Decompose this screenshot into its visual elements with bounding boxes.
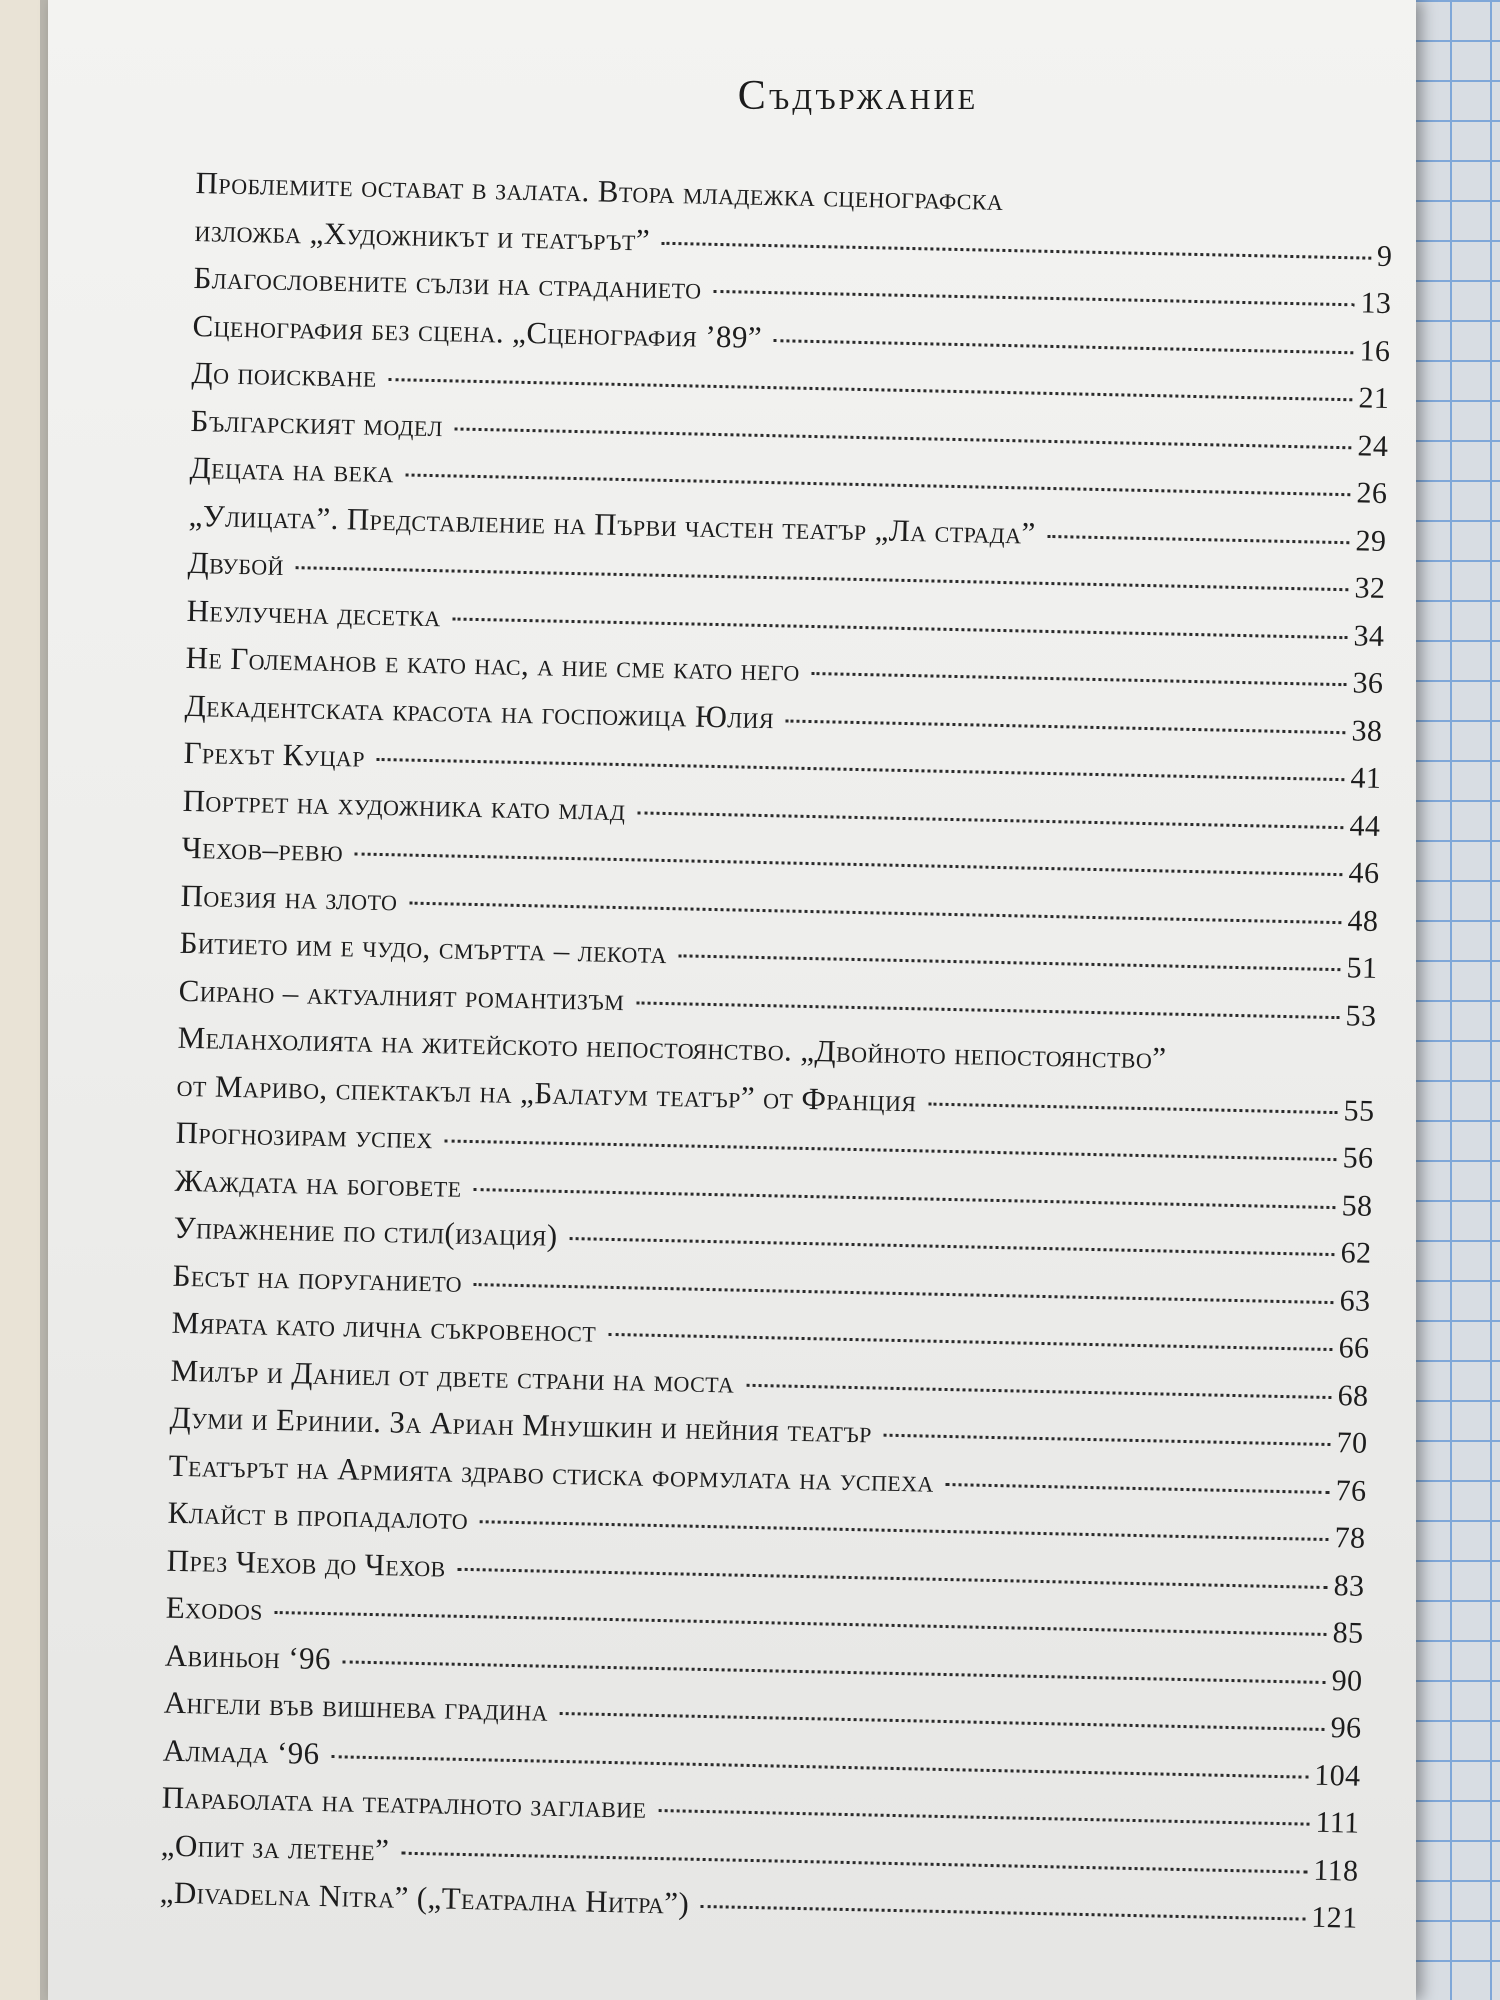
toc-entry-title: До поискване (191, 354, 378, 394)
toc-page-number: 29 (1355, 523, 1387, 558)
dot-leader (812, 672, 1347, 686)
toc-page-number: 26 (1356, 476, 1388, 511)
dot-leader (884, 1434, 1331, 1446)
toc-entry-title: Проблемите остават в залата. Втора младежка сценографска (195, 165, 1004, 217)
dot-leader (389, 378, 1353, 401)
toc-page-number: 83 (1333, 1568, 1365, 1603)
grid-paper-sheet (1410, 0, 1500, 2000)
toc-entry-title: Меланхолията на житейското непостоянство. „Двойното непостоянство” (177, 1019, 1167, 1076)
toc-entry-title: изложба „Художникът и театърът” (194, 212, 651, 258)
toc-entry-title: Сценография без сцена. „Сценография ’89” (192, 307, 763, 355)
toc-entry-title: Благословените сълзи на страданието (193, 259, 702, 306)
toc-entry-title: „Опит за летене” (160, 1827, 390, 1867)
toc-page-number: 121 (1310, 1900, 1358, 1935)
toc-entry-title: През Чехов до Чехов (166, 1542, 447, 1584)
toc-page-number: 118 (1313, 1853, 1359, 1888)
dot-leader (343, 1660, 1326, 1684)
toc-page-number: 41 (1350, 761, 1382, 795)
toc-page-number: 104 (1313, 1758, 1361, 1793)
toc-entry-title: Думи и Еринии. За Ариан Мнушкин и нейния театър (169, 1399, 873, 1450)
toc-entry-title: Децата на века (189, 449, 395, 490)
toc-entry-title: Грехът Куцар (183, 734, 366, 774)
toc-entry-title: „Улицата”. Представление на Първи частен театър „Ла страда” (188, 497, 1036, 551)
dot-leader (474, 1283, 1334, 1304)
toc-entry-title: Прогнозирам успех (175, 1114, 434, 1156)
toc-page-number: 16 (1359, 333, 1391, 368)
toc-page-number: 55 (1343, 1093, 1375, 1128)
dot-leader (786, 719, 1346, 734)
toc-entry-title: Бесът на поруганието (172, 1257, 463, 1299)
dot-leader (473, 1188, 1335, 1209)
dot-leader (401, 1851, 1307, 1873)
toc-entry-title: Не Големанов е като нас, а ние сме като него (185, 639, 801, 688)
dot-leader (636, 1001, 1339, 1019)
toc-page-number: 68 (1337, 1378, 1369, 1413)
toc-page-number: 62 (1340, 1236, 1372, 1270)
toc-page-number: 111 (1315, 1805, 1360, 1840)
toc-page-number: 51 (1346, 951, 1378, 985)
dot-leader (453, 617, 1348, 639)
dot-leader (569, 1237, 1334, 1256)
toc-entry-title: Декадентската красота на госпожица Юлия (184, 687, 775, 735)
toc-page-number: 46 (1348, 856, 1380, 890)
dot-leader (713, 290, 1354, 306)
toc-entry-title: Поезия на злото (180, 877, 398, 917)
toc-entry-title: Двубой (187, 544, 285, 582)
toc-entry-title: Мярата като лична съкровеност (171, 1304, 597, 1349)
toc-entry-title: Театърът на Армията здраво стиска формулата на успеха (168, 1447, 935, 1499)
toc-entry-title: Авиньон ‘96 (164, 1637, 332, 1676)
dot-leader (377, 758, 1345, 781)
toc-entry-title: Милър и Даниел от двете страни на моста (170, 1352, 735, 1400)
toc-page-number: 38 (1351, 713, 1383, 748)
toc-page-number: 90 (1331, 1663, 1363, 1698)
toc-entry-title: Сирано – актуалният романтизъм (178, 972, 625, 1017)
toc-page-number: 48 (1347, 903, 1379, 938)
toc-entry-title: Алмада ‘96 (162, 1732, 320, 1771)
dot-leader (608, 1333, 1333, 1351)
toc-page-number: 34 (1353, 618, 1385, 653)
dot-leader (637, 811, 1343, 829)
toc-page-number: 21 (1358, 381, 1390, 416)
dot-leader (455, 427, 1352, 449)
dot-leader (409, 901, 1341, 924)
toc-page-number: 56 (1342, 1141, 1374, 1175)
toc-entry-title: Жаждата на боговете (174, 1162, 462, 1204)
dot-leader (658, 1809, 1309, 1826)
toc-page-number: 53 (1345, 998, 1377, 1033)
dot-leader (445, 1139, 1337, 1161)
toc-page-number: 78 (1334, 1521, 1366, 1555)
dot-leader (480, 1520, 1329, 1541)
toc-entry-title: Българският модел (190, 402, 444, 443)
dot-leader (355, 852, 1343, 876)
toc-entry-title: от Мариво, спектакъл на „Балатум театър” от Франция (176, 1067, 917, 1118)
dot-leader (406, 473, 1351, 496)
dot-leader (296, 566, 1349, 591)
toc-page-number: 70 (1336, 1426, 1368, 1460)
toc-entry-title: Битието им е чудо, смъртта – лекота (179, 924, 668, 971)
dot-leader (458, 1567, 1328, 1588)
dot-leader (560, 1712, 1325, 1731)
toc-page-number: 76 (1335, 1473, 1367, 1508)
toc-page-number: 96 (1330, 1711, 1362, 1745)
page-title: Съдържание (737, 73, 979, 119)
toc-entry-title: Чехов–ревю (181, 829, 344, 869)
toc-entry-title: Exodos (165, 1589, 264, 1627)
toc-page-number: 44 (1349, 808, 1381, 843)
dot-leader (946, 1482, 1330, 1493)
toc-page-number: 9 (1376, 239, 1393, 273)
dot-leader (746, 1383, 1331, 1398)
table-of-contents (159, 165, 1394, 1947)
dot-leader (662, 241, 1371, 259)
toc-entry-title: Упражнение по стил(изация) (173, 1209, 558, 1253)
toc-page-number: 13 (1360, 286, 1392, 321)
toc-entry-title: Клайст в пропадалото (167, 1494, 469, 1536)
dot-leader (275, 1611, 1327, 1636)
toc-page-number: 63 (1339, 1283, 1371, 1318)
toc-entry-title: Неулучена десетка (186, 592, 442, 633)
dot-leader (928, 1102, 1337, 1114)
toc-page-number: 36 (1352, 666, 1384, 700)
toc-page-number: 24 (1357, 428, 1389, 463)
toc-page-number: 58 (1341, 1188, 1373, 1223)
dot-leader (679, 954, 1341, 971)
dot-leader (1048, 534, 1350, 543)
toc-entry-title: „Divadelna Nitra” („Театрална Нитра”) (159, 1874, 690, 1921)
toc-entry-title: Ангели във вишнева градина (163, 1684, 549, 1728)
toc-entry-title: Портрет на художника като млад (182, 782, 626, 827)
toc-page-number: 85 (1332, 1616, 1364, 1650)
dot-leader (331, 1755, 1308, 1778)
toc-page-number: 32 (1354, 571, 1386, 605)
toc-page-number: 66 (1338, 1331, 1370, 1365)
dot-leader (774, 339, 1354, 354)
dot-leader (701, 1905, 1305, 1921)
toc-entry-title: Параболата на театралното заглавие (161, 1779, 647, 1825)
